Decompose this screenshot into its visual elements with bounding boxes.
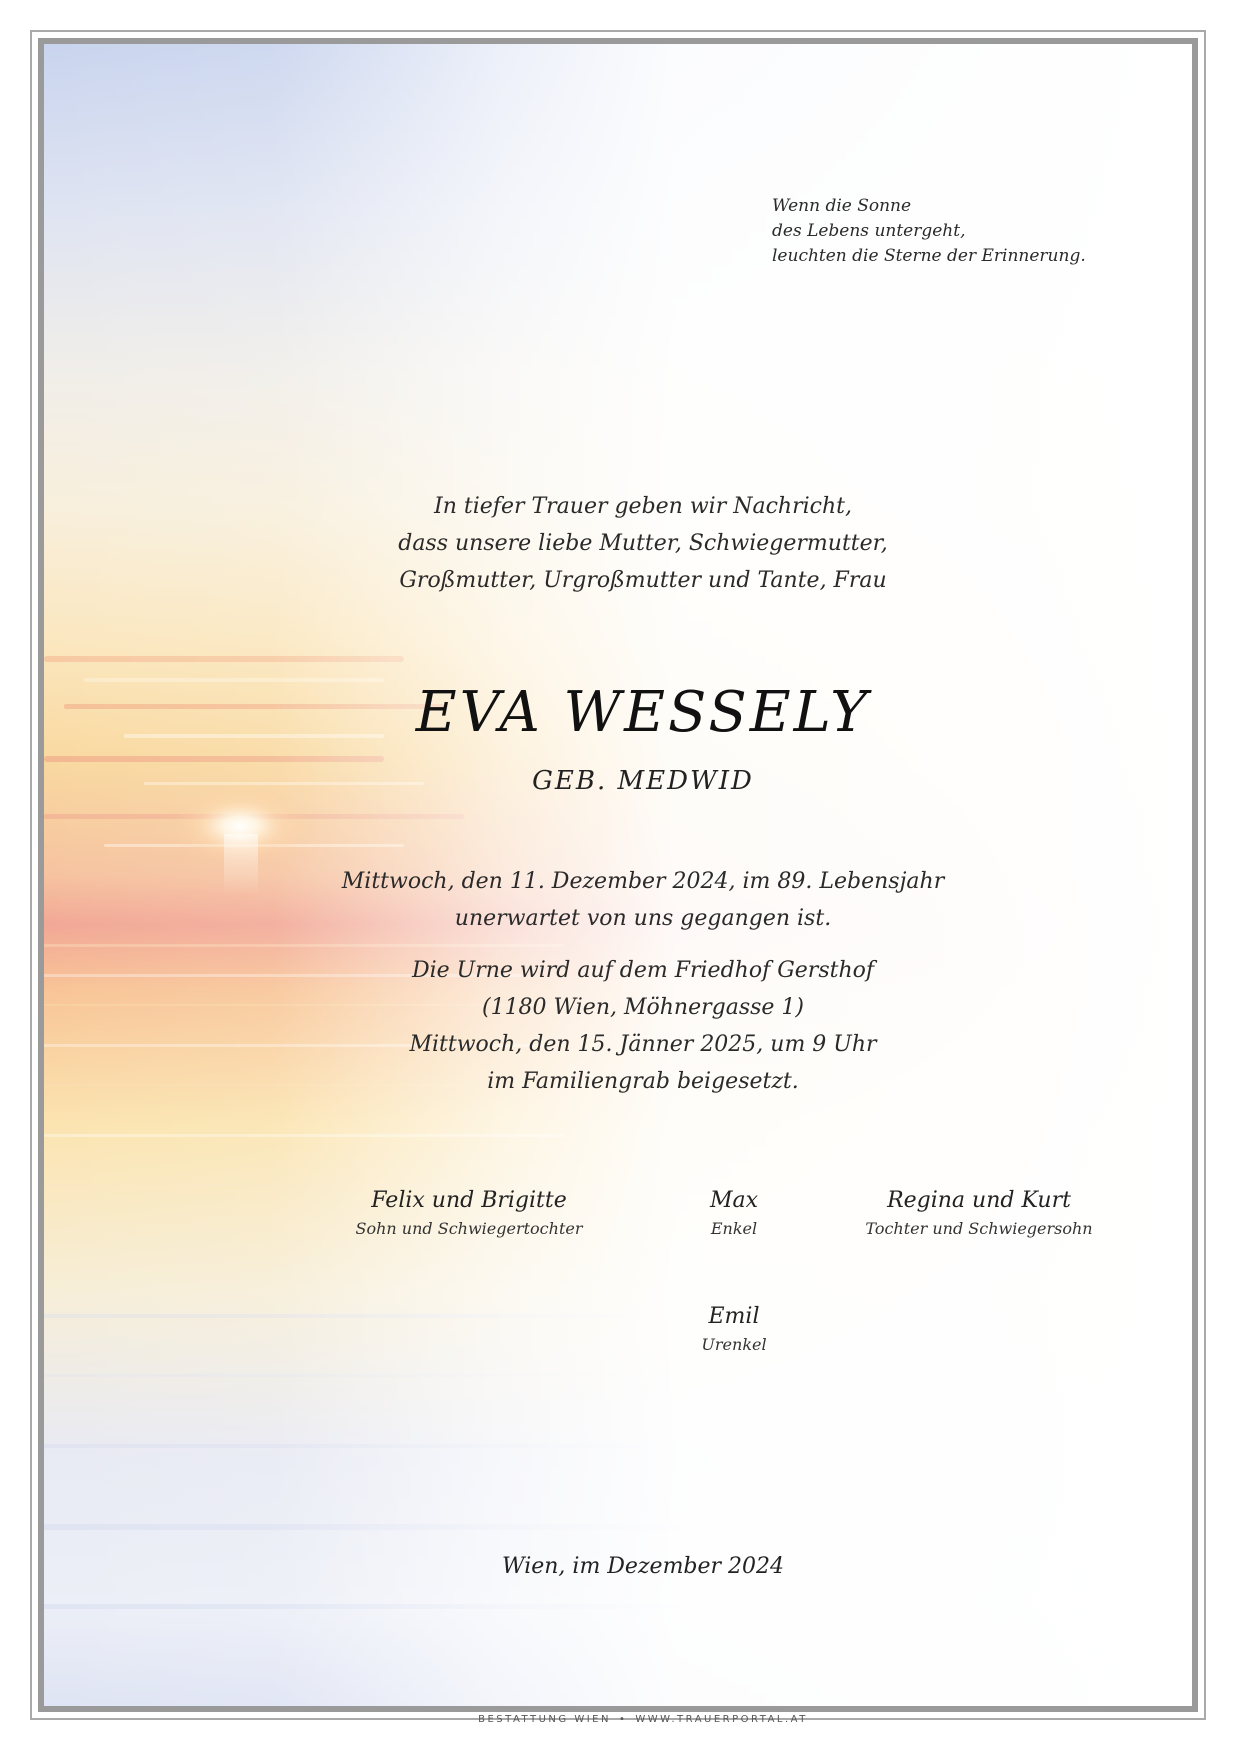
place-and-date: Wien, im Dezember 2024 xyxy=(501,1554,785,1579)
quote-line: Wenn die Sonne xyxy=(772,196,912,216)
mourner-name: Regina und Kurt xyxy=(887,1188,1071,1213)
footer-separator: • xyxy=(618,1714,628,1725)
mourner-relation: Enkel xyxy=(710,1219,758,1238)
mourner-name: Emil xyxy=(708,1304,760,1329)
mourner-relation: Urenkel xyxy=(701,1335,767,1354)
intro-line: dass unsere liebe Mutter, Schwiegermutter, xyxy=(398,531,888,556)
website-link[interactable]: WWW.TRAUERPORTAL.AT xyxy=(635,1714,808,1725)
mourner-entry xyxy=(314,1186,624,1242)
mourner-relation: Sohn und Schwiegertochter xyxy=(355,1219,583,1238)
mourner-entry xyxy=(664,1186,804,1242)
burial-line: im Familiengrab beigesetzt. xyxy=(487,1069,799,1094)
funeral-home-name: BESTATTUNG WIEN xyxy=(478,1714,611,1725)
mourner-name: Max xyxy=(709,1188,759,1213)
mourner-name: Felix und Brigitte xyxy=(371,1188,567,1213)
announcement-intro xyxy=(44,488,1192,599)
burial-line: (1180 Wien, Möhnergasse 1) xyxy=(481,995,805,1020)
death-notice-line: Mittwoch, den 11. Dezember 2024, im 89. Lebensjahr xyxy=(341,869,945,894)
notice-content xyxy=(44,44,1192,1725)
mourner-relation: Tochter und Schwiegersohn xyxy=(865,1219,1093,1238)
intro-line: Großmutter, Urgroßmutter und Tante, Frau xyxy=(399,568,887,593)
notice-card xyxy=(38,38,1198,1725)
mourner-entry xyxy=(824,1186,1134,1242)
quote-line: des Lebens untergeht, xyxy=(772,221,966,241)
birth-name: GEB. MEDWID xyxy=(532,766,754,796)
burial-line: Mittwoch, den 15. Jänner 2025, um 9 Uhr xyxy=(409,1032,877,1057)
mourner-entry xyxy=(664,1302,804,1358)
intro-line: In tiefer Trauer geben wir Nachricht, xyxy=(434,494,852,519)
burial-line: Die Urne wird auf dem Friedhof Gersthof xyxy=(411,958,875,983)
quote-line: leuchten die Sterne der Erinnerung. xyxy=(772,246,1086,266)
notice-body xyxy=(44,863,1192,1100)
memorial-quote xyxy=(772,194,1086,269)
deceased-name: EVA WESSELY xyxy=(415,680,871,745)
footer-credits xyxy=(44,1714,1192,1725)
death-notice-line: unerwartet von uns gegangen ist. xyxy=(454,906,832,931)
